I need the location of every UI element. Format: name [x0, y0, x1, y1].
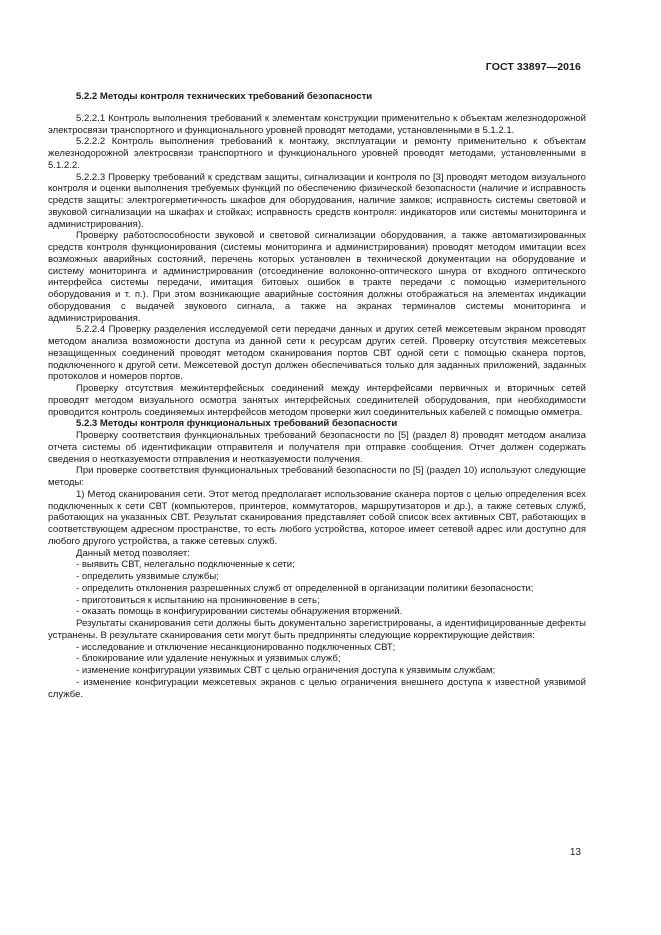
list-item: - определить отклонения разрешенных служб от определенной в организации политики безопасности; — [76, 582, 534, 594]
list-item: - выявить СВТ, нелегально подключенные к сети; — [76, 559, 295, 571]
list-item: - изменение конфигурации уязвимых СВТ с целью ограничения доступа к уязвимым службам; — [76, 665, 496, 676]
list-item: - изменение конфигурации межсетевых экранов с целью ограничения внешнего доступа к известной уязвимой службе. — [48, 676, 586, 700]
list-item: - определить уязвимые службы; — [76, 571, 219, 582]
paragraph: Проверку отсутствия межинтерфейсных соединений между интерфейсами первичных и вторичных сетей проводят методом визуального осмотра занятых интерфейсных соединителей оборудования, при необходимости проводится контроль соединяемых интерфейсов методом проверки жил соединительных кабелей с помощью омметра. — [48, 383, 586, 418]
list-item: - приготовиться к испытанию на проникновение в сеть; — [76, 594, 320, 606]
paragraph: 5.2.2.4 Проверку разделения исследуемой сети передачи данных и других сетей межсетевым экраном проводят методом анализа возможности доступа из данной сети к ресурсам других сетей. Проверку отсутствия межсетевых незащищенных соединений проводят методом сканирования портов СВТ одной сети с помощью сканера портов, подключенного к другой сети. Межсетевой доступ должен обеспечиваться только для заданных приложений, заданных протоколов и номеров портов. — [48, 324, 586, 383]
list-item: - оказать помощь в конфигурировании системы обнаружения вторжений. — [76, 606, 403, 618]
section-heading-5-2-2: 5.2.2 Методы контроля технических требований безопасности — [76, 91, 373, 102]
paragraph: 5.2.2.2 Контроль выполнения требований к монтажу, эксплуатации и ремонту применительно к объектам железнодорожной электросвязи транспортного и функционального уровней проводят методами, установленными в 5.1.2.2. — [48, 136, 586, 171]
paragraph: Проверку работоспособности звуковой и световой сигнализации оборудования, а также автоматизированных средств контроля функционирования (системы мониторинга и администрирования) проводят методом имитации всех возможных аварийных состояний, перечень которых установлен в технической документации на оборудование и систему мониторинга и администрирования (отсоединение волоконно-оптического шнура от входного оптического интерфейса системы передачи, имитация битовых ошибок в тракте передачи с помощью измерительного оборудования и т. п.). При этом возникающие аварийные состояния должны отображаться на элементах индикации оборудования с выдачей звукового сигнала, а также на экранах терминалов системы мониторинга и администрирования. — [48, 230, 586, 324]
document-code: ГОСТ 33897—2016 — [485, 61, 581, 73]
paragraph: 5.2.2.3 Проверку требований к средствам защиты, сигнализации и контроля по [3] проводят методом визуального контроля и оценки выполнения требуемых функций по обеспечению физической безопасности (наличие и исправность средств защиты: электрогерметичность шкафов для оборудования, наличие замков; исправность системы световой и звуковой сигнализации на шкафах и стойках; исправность средств контроля: индикаторов или системы мониторинга и администрирования). — [48, 171, 586, 230]
body-text — [48, 91, 586, 700]
paragraph: 1) Метод сканирования сети. Этот метод предполагает использование сканера портов с целью определения всех подключенных к сети СВТ (компьютеров, принтеров, коммутаторов, маршрутизаторов и др.), а также сетевых служб, работающих на указанных СВТ. Результат сканирования представляет собой список всех активных СВТ, работающих в соответствующем адресном пространстве, то есть любого устройства, которое имеет сетевой адрес или доступно для любого другого устройства, а также сетевых служб. — [48, 488, 586, 547]
list-item: - исследование и отключение несанкционированно подключенных СВТ; — [76, 641, 396, 653]
paragraph: При проверке соответствия функциональных требований безопасности по [5] (раздел 10) используют следующие методы: — [48, 465, 586, 488]
paragraph: Результаты сканирования сети должны быть документально зарегистрированы, а идентифицированные дефекты устранены. В результате сканирования сети могут быть предприняты следующие корректирующие действия: — [48, 618, 586, 641]
page-number: 13 — [569, 847, 581, 858]
list-item: - блокирование или удаление ненужных и уязвимых служб; — [76, 653, 341, 665]
paragraph: 5.2.2.1 Контроль выполнения требований к элементам конструкции применительно к объектам железнодорожной электросвязи транспортного и функционального уровней проводят методами, установленными в 5.1.2.1. — [48, 112, 586, 136]
paragraph: Данный метод позволяет: — [76, 547, 190, 559]
paragraph: Проверку соответствия функциональных требований безопасности по [5] (раздел 8) проводят методом анализа отчета системы об идентификации отправителя и получателя при отправке сообщения. Отчет должен содержать сведения о неотказуемости отправления и неотказуемости получения. — [48, 430, 586, 465]
section-heading-5-2-3: 5.2.3 Методы контроля функциональных требований безопасности — [76, 418, 398, 430]
